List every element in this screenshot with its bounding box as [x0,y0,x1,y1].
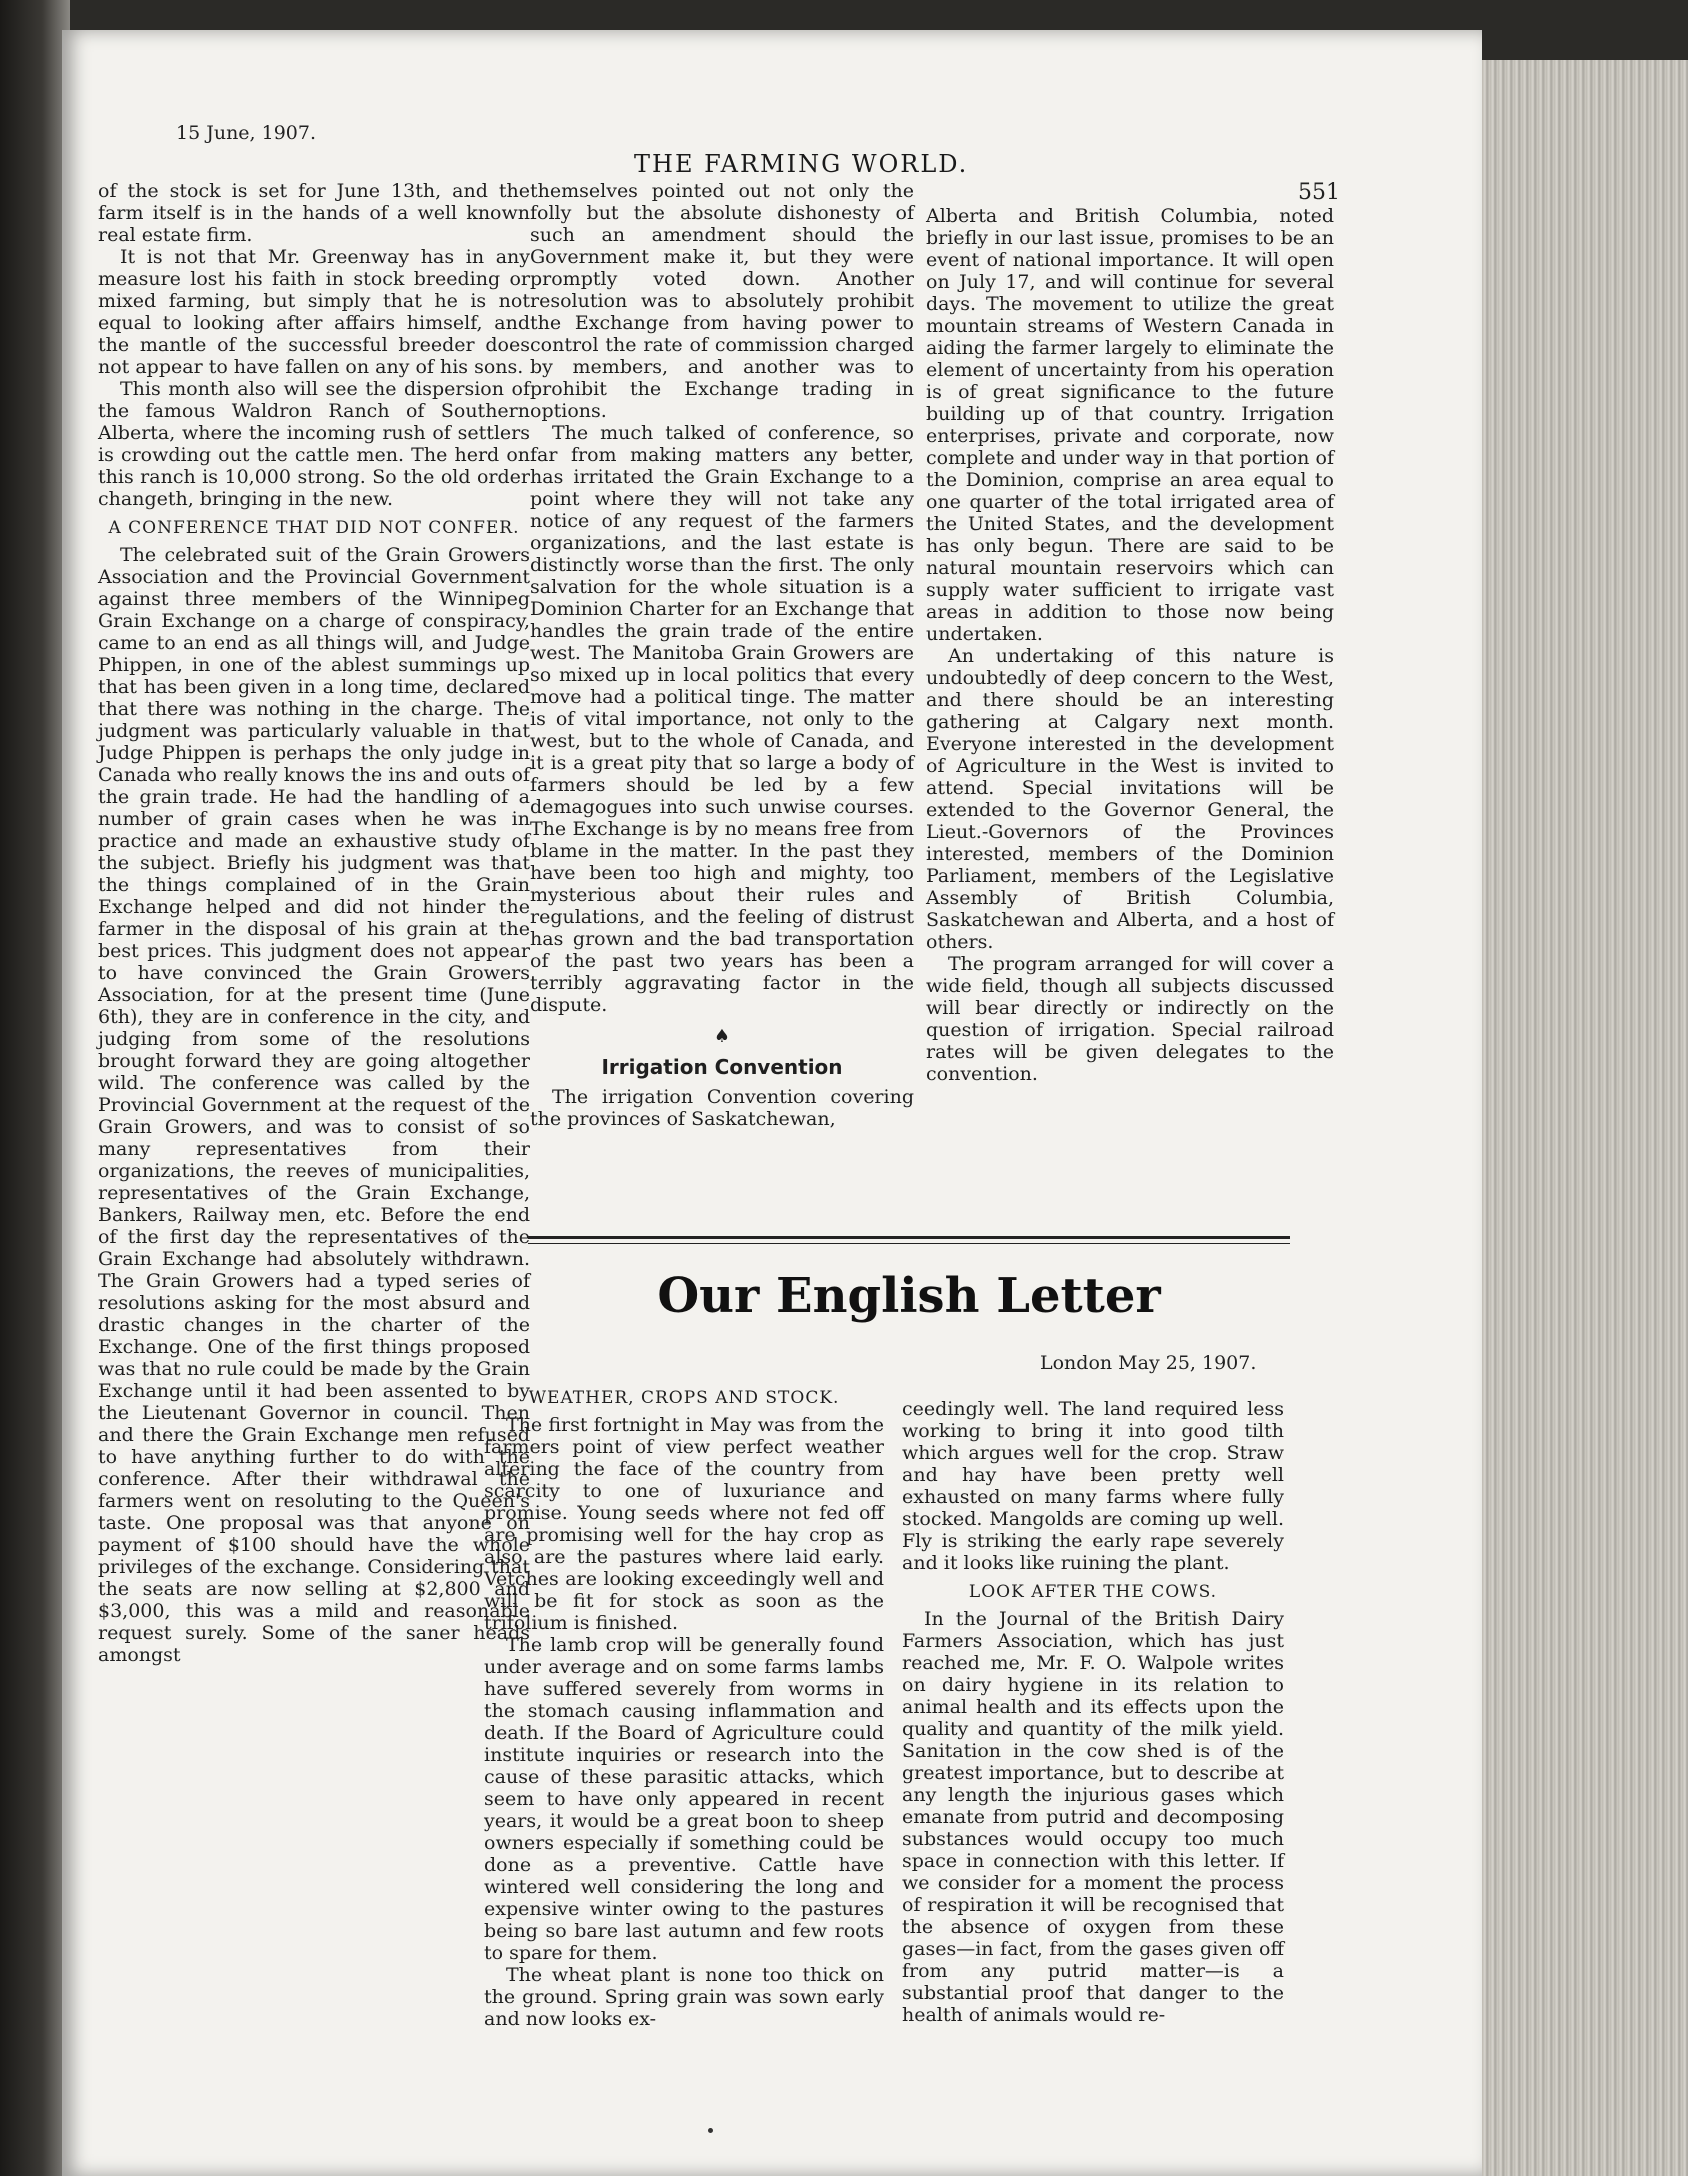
paragraph: The first fortnight in May was from the farmers point of view perfect weather altering the face of the country from scarcity to one of luxuriance and promise. Young seeds where not fed off are promising well for the hay crop as also are the pastures where laid early. Vetches are looking exceedingly well and will be fit for stock as soon as the trifolium is finished. [484,1414,884,1634]
section-heading: WEATHER, CROPS AND STOCK. [528,1388,840,1408]
page-stack-edge [1482,60,1688,2176]
section-divider-thin [528,1243,1290,1244]
paragraph: It is not that Mr. Greenway has in any measure lost his faith in stock breeding or mixed farming, but simply that he is not equal to looking after affairs himself, and the mantle of the successful breeder does not appear to have fallen on any of his sons. [98,246,530,378]
section-divider [528,1236,1290,1239]
paragraph: The wheat plant is none too thick on the ground. Spring grain was sown early and now looks ex- [484,1964,884,2030]
paragraph: of the stock is set for June 13th, and the farm itself is in the hands of a well known real estate firm. [98,180,530,246]
paragraph: The much talked of conference, so far from making matters any better, has irritated the Grain Exchange to a point where they will not take any notice of any request of the farmers organizations, and the last estate is distinctly worse than the first. The only salvation for the whole situation is a Dominion Charter for an Exchange that handles the grain trade of the entire west. The Manitoba Grain Growers are so mixed up in local politics that every move had a political tinge. The matter is of vital importance, not only to the west, but to the whole of Canada, and it is a great pity that so large a body of farmers should be led by a few demagogues into such unwise courses. The Exchange is by no means free from blame in the matter. In the past they have been too high and mighty, too mysterious about their rules and regulations, and the feeling of distrust has grown and the bad transportation of the past two years has been a terribly aggravating factor in the dispute. [530,422,914,1016]
background-corner [1482,0,1688,62]
section-heading: LOOK AFTER THE COWS. [968,1582,1218,1602]
column-3 [926,205,1334,1085]
spade-ornament-icon: ♠ [713,1026,731,1047]
column-5 [902,1398,1284,2026]
book-binding-edge [0,0,70,2176]
article-title: Our English Letter [657,1268,1161,1324]
print-speck [708,2128,713,2133]
column-1 [98,180,530,1666]
paragraph: The irrigation Convention covering the provinces of Saskatchewan, [530,1086,914,1130]
paragraph: themselves pointed out not only the folly but the absolute dishonesty of such an amendment should the Government make it, but they were promptly voted down. Another resolution was to absolutely prohibit the Exchange from having power to control the rate of commission charged by members, and another was to prohibit the Exchange trading in options. [530,180,914,422]
paragraph: The celebrated suit of the Grain Growers Association and the Provincial Government against three members of the Winnipeg Grain Exchange on a charge of conspiracy, came to an end as all things will, and Judge Phippen, in one of the ablest summings up that has been given in a long time, declared that there was nothing in the charge. The judgment was particularly valuable in that Judge Phippen is perhaps the only judge in Canada who really knows the ins and outs of the grain trade. He had the handling of a number of grain cases when he was in practice and made an exhaustive study of the subject. Briefly his judgment was that the things complained of in the Grain Exchange helped and did not hinder the farmer in the disposal of his grain at the best prices. This judgment does not appear to have convinced the Grain Growers Association, for at the present time (June 6th), they are in conference in the city, and judging from some of the resolutions brought forward they are going altogether wild. The conference was called by the Provincial Government at the request of the Grain Growers, and was to consist of so many representatives from their organizations, the reeves of municipalities, representatives of the Grain Exchange, Bankers, Railway men, etc. Before the end of the first day the representatives of the Grain Exchange had absolutely withdrawn. The Grain Growers had a typed series of resolutions asking for the most absurd and drastic changes in the charter of the Exchange. One of the first things proposed was that no rule could be made by the Grain Exchange until it had been assented to by the Lieutenant Governor in council. Then and there the Grain Exchange men refused to have anything further to do with the conference. After their withdrawal the farmers went on resoluting to the Queen's taste. One proposal was that anyone on payment of $100 should have the whole privileges of the exchange. Considering that the seats are now selling at $2,800 and $3,000, this was a mild and reasonable request surely. Some of the saner heads amongst [98,544,530,1666]
paragraph: The lamb crop will be generally found under average and on some farms lambs have suffered severely from worms in the stomach causing inflammation and death. If the Board of Agriculture could institute inquiries or research into the cause of these parasitic attacks, which seem to have only appeared in recent years, it would be a great boon to sheep owners especially if something could be done as a preventive. Cattle have wintered well considering the long and expensive winter owing to the pastures being so bare last autumn and few roots to spare for them. [484,1634,884,1964]
issue-date: 15 June, 1907. [176,122,317,144]
column-4 [484,1380,884,2030]
paragraph: This month also will see the dispersion of the famous Waldron Ranch of Southern Alberta, where the incoming rush of settlers is crowding out the cattle men. The herd on this ranch is 10,000 strong. So the old order changeth, bringing in the new. [98,378,530,510]
section-heading: A CONFERENCE THAT DID NOT CONFER. [108,518,520,538]
dateline: London May 25, 1907. [1040,1352,1257,1374]
paragraph: In the Journal of the British Dairy Farmers Association, which has just reached me, Mr. F. O. Walpole writes on dairy hygiene in its relation to animal health and its effects upon the quality and quantity of the milk yield. Sanitation in the cow shed is of the greatest importance, but to describe at any length the injurious gases which emanate from putrid and decomposing substances would occupy too much space in connection with this letter. If we consider for a moment the process of respiration it will be recognised that the absence of oxygen from these gases—in fact, from the gases given off from any putrid matter—is a substantial proof that danger to the health of animals would re- [902,1608,1284,2026]
paragraph: Alberta and British Columbia, noted briefly in our last issue, promises to be an event of national importance. It will open on July 17, and will continue for several days. The movement to utilize the great mountain streams of Western Canada in aiding the farmer largely to eliminate the element of uncertainty from his operation is of great significance to the future building up of that country. Irrigation enterprises, private and corporate, now complete and under way in that portion of the Dominion, comprise an area equal to one quarter of the total irrigated area of the United States, and the development has only begun. There are said to be natural mountain reservoirs which can supply water sufficient to irrigate vast areas in addition to those now being undertaken. [926,205,1334,645]
page-number: 551 [1298,180,1340,205]
paragraph: An undertaking of this nature is undoubtedly of deep concern to the West, and there should be an interesting gathering at Calgary next month. Everyone interested in the development of Agriculture in the West is invited to attend. Special invitations will be extended to the Governor General, the Lieut.-Governors of the Provinces interested, members of the Dominion Parliament, members of the Legislative Assembly of British Columbia, Saskatchewan and Alberta, and a host of others. [926,645,1334,953]
section-heading: Irrigation Convention [601,1055,843,1079]
column-2 [530,180,914,1130]
publication-title: THE FARMING WORLD. [634,150,969,178]
paragraph: The program arranged for will cover a wide field, though all subjects discussed will bear directly or indirectly on the question of irrigation. Special railroad rates will be given delegates to the convention. [926,953,1334,1085]
paragraph: ceedingly well. The land required less working to bring it into good tilth which argues well for the crop. Straw and hay have been pretty well exhausted on many farms where fully stocked. Mangolds are coming up well. Fly is striking the early rape severely and it looks like ruining the plant. [902,1398,1284,1574]
